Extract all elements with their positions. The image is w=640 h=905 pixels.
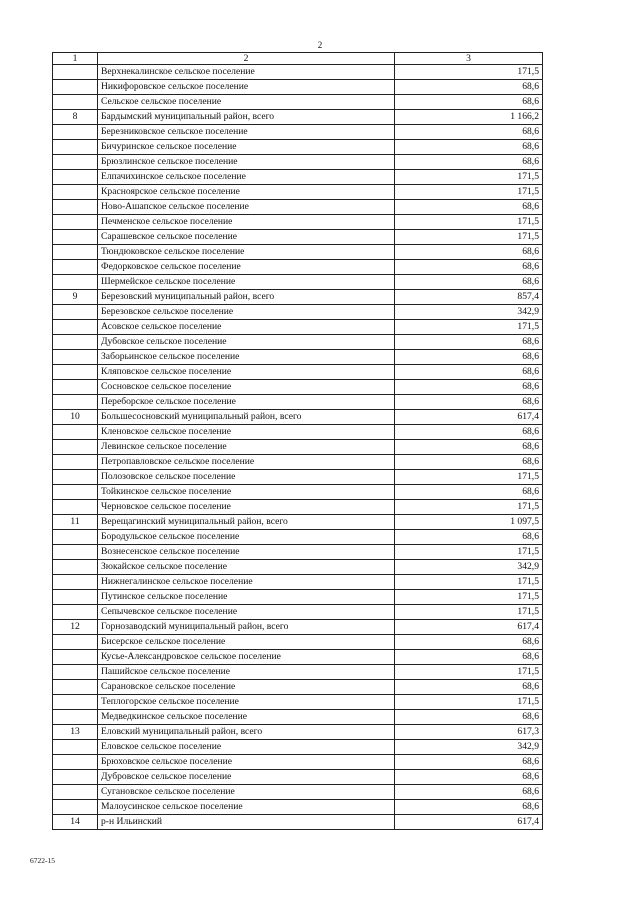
municipality-name: Большесосновский муниципальный район, всего — [98, 410, 395, 425]
amount-value: 857,4 — [395, 290, 543, 305]
table-row — [53, 800, 543, 815]
municipality-name: Дубовское сельское поселение — [98, 335, 395, 350]
row-number — [53, 140, 98, 155]
amount-value: 68,6 — [395, 485, 543, 500]
municipality-name: Федорковское сельское поселение — [98, 260, 395, 275]
amount-value: 171,5 — [395, 470, 543, 485]
row-number — [53, 350, 98, 365]
table-row — [53, 455, 543, 470]
table-row — [53, 65, 543, 80]
municipality-name: Березовский муниципальный район, всего — [98, 290, 395, 305]
amount-value: 68,6 — [395, 365, 543, 380]
table-row — [53, 500, 543, 515]
table-row — [53, 230, 543, 245]
row-number — [53, 665, 98, 680]
table-row — [53, 185, 543, 200]
municipality-name: р-н Ильинский — [98, 815, 395, 830]
row-number — [53, 770, 98, 785]
municipality-name: Сарашевское сельское поселение — [98, 230, 395, 245]
amount-value: 617,4 — [395, 410, 543, 425]
row-number — [53, 65, 98, 80]
amount-value: 171,5 — [395, 605, 543, 620]
table-row — [53, 815, 543, 830]
row-number — [53, 680, 98, 695]
table-row — [53, 545, 543, 560]
table-row — [53, 350, 543, 365]
row-number: 14 — [53, 815, 98, 830]
table-row — [53, 440, 543, 455]
table-row — [53, 260, 543, 275]
row-number — [53, 305, 98, 320]
amount-value: 171,5 — [395, 320, 543, 335]
amount-value: 68,6 — [395, 395, 543, 410]
row-number — [53, 125, 98, 140]
row-number — [53, 365, 98, 380]
municipality-name: Еловский муниципальный район, всего — [98, 725, 395, 740]
amount-value: 617,4 — [395, 620, 543, 635]
table-row — [53, 125, 543, 140]
table-row — [53, 290, 543, 305]
municipality-name: Шермейское сельское поселение — [98, 275, 395, 290]
municipality-name: Бардымский муниципальный район, всего — [98, 110, 395, 125]
municipality-name: Путинское сельское поселение — [98, 590, 395, 605]
row-number — [53, 800, 98, 815]
amount-value: 68,6 — [395, 440, 543, 455]
amount-value: 68,6 — [395, 785, 543, 800]
amount-value: 68,6 — [395, 425, 543, 440]
amount-value: 68,6 — [395, 755, 543, 770]
municipality-name: Березовское сельское поселение — [98, 305, 395, 320]
table-row — [53, 95, 543, 110]
amount-value: 1 166,2 — [395, 110, 543, 125]
row-number — [53, 500, 98, 515]
municipality-name: Ново-Ашапское сельское поселение — [98, 200, 395, 215]
table-row — [53, 320, 543, 335]
table-row — [53, 605, 543, 620]
row-number — [53, 710, 98, 725]
table-row — [53, 560, 543, 575]
document-code: 6722-15 — [30, 856, 55, 865]
amount-value: 68,6 — [395, 245, 543, 260]
row-number — [53, 335, 98, 350]
amount-value: 617,4 — [395, 815, 543, 830]
amount-value: 68,6 — [395, 140, 543, 155]
row-number — [53, 80, 98, 95]
row-number — [53, 95, 98, 110]
municipality-name: Дубровское сельское поселение — [98, 770, 395, 785]
row-number — [53, 230, 98, 245]
amount-value: 68,6 — [395, 650, 543, 665]
municipality-name: Горнозаводский муниципальный район, всего — [98, 620, 395, 635]
amount-value: 68,6 — [395, 455, 543, 470]
row-number — [53, 470, 98, 485]
row-number — [53, 425, 98, 440]
municipality-name: Печменское сельское поселение — [98, 215, 395, 230]
municipality-name: Сепычевское сельское поселение — [98, 605, 395, 620]
municipality-name: Малоусинское сельское поселение — [98, 800, 395, 815]
municipality-name: Березниковское сельское поселение — [98, 125, 395, 140]
municipality-name: Кусье-Александровское сельское поселение — [98, 650, 395, 665]
amount-value: 171,5 — [395, 665, 543, 680]
row-number — [53, 275, 98, 290]
table-row — [53, 590, 543, 605]
row-number — [53, 740, 98, 755]
row-number — [53, 395, 98, 410]
table-row — [53, 785, 543, 800]
municipality-name: Заборьинское сельское поселение — [98, 350, 395, 365]
row-number — [53, 755, 98, 770]
municipality-name: Верещагинский муниципальный район, всего — [98, 515, 395, 530]
table-row — [53, 650, 543, 665]
amount-value: 68,6 — [395, 335, 543, 350]
amount-value: 68,6 — [395, 530, 543, 545]
table-row — [53, 635, 543, 650]
municipality-name: Бисерское сельское поселение — [98, 635, 395, 650]
row-number — [53, 635, 98, 650]
table-row — [53, 305, 543, 320]
municipality-name: Тюндюковское сельское поселение — [98, 245, 395, 260]
amount-value: 68,6 — [395, 275, 543, 290]
table-row — [53, 725, 543, 740]
table-row — [53, 515, 543, 530]
table-row — [53, 245, 543, 260]
row-number — [53, 155, 98, 170]
table-row — [53, 140, 543, 155]
table-row — [53, 110, 543, 125]
row-number — [53, 185, 98, 200]
amount-value: 68,6 — [395, 770, 543, 785]
municipality-name: Кленовское сельское поселение — [98, 425, 395, 440]
table-row — [53, 80, 543, 95]
municipality-name: Брюховское сельское поселение — [98, 755, 395, 770]
table-row — [53, 770, 543, 785]
amount-value: 68,6 — [395, 800, 543, 815]
table-row — [53, 740, 543, 755]
amount-value: 68,6 — [395, 350, 543, 365]
municipality-name: Асовское сельское поселение — [98, 320, 395, 335]
municipality-name: Бичуринское сельское поселение — [98, 140, 395, 155]
municipality-name: Левинское сельское поселение — [98, 440, 395, 455]
amount-value: 171,5 — [395, 500, 543, 515]
amount-value: 617,3 — [395, 725, 543, 740]
row-number — [53, 245, 98, 260]
column-header: 1 — [53, 53, 98, 65]
municipality-name: Зюкайское сельское поселение — [98, 560, 395, 575]
amount-value: 342,9 — [395, 305, 543, 320]
row-number — [53, 545, 98, 560]
amount-value: 68,6 — [395, 200, 543, 215]
amount-value: 68,6 — [395, 635, 543, 650]
municipality-name: Сельское сельское поселение — [98, 95, 395, 110]
amount-value: 68,6 — [395, 260, 543, 275]
table-row — [53, 170, 543, 185]
municipality-name: Тойкинское сельское поселение — [98, 485, 395, 500]
table-row — [53, 710, 543, 725]
table-row — [53, 275, 543, 290]
municipality-name: Черновское сельское поселение — [98, 500, 395, 515]
row-number — [53, 380, 98, 395]
amount-value: 171,5 — [395, 230, 543, 245]
row-number: 11 — [53, 515, 98, 530]
table-row — [53, 680, 543, 695]
row-number: 8 — [53, 110, 98, 125]
amount-value: 68,6 — [395, 380, 543, 395]
row-number: 13 — [53, 725, 98, 740]
table-row — [53, 365, 543, 380]
table-row — [53, 755, 543, 770]
row-number — [53, 575, 98, 590]
municipality-name: Елпачихинское сельское поселение — [98, 170, 395, 185]
amount-value: 171,5 — [395, 575, 543, 590]
amount-value: 68,6 — [395, 80, 543, 95]
municipality-name: Красноярское сельское поселение — [98, 185, 395, 200]
row-number — [53, 485, 98, 500]
municipality-name: Никифоровское сельское поселение — [98, 80, 395, 95]
municipality-name: Переборское сельское поселение — [98, 395, 395, 410]
amount-value: 171,5 — [395, 695, 543, 710]
municipality-name: Теплогорское сельское поселение — [98, 695, 395, 710]
municipality-name: Полозовское сельское поселение — [98, 470, 395, 485]
row-number — [53, 260, 98, 275]
row-number — [53, 215, 98, 230]
amount-value: 68,6 — [395, 95, 543, 110]
municipality-name: Вознесенское сельское поселение — [98, 545, 395, 560]
table-body — [53, 65, 543, 830]
table-row — [53, 485, 543, 500]
row-number — [53, 695, 98, 710]
row-number: 12 — [53, 620, 98, 635]
municipality-name: Нижнегалинское сельское поселение — [98, 575, 395, 590]
table-row — [53, 335, 543, 350]
amount-value: 171,5 — [395, 545, 543, 560]
table-row — [53, 410, 543, 425]
allocation-table — [52, 52, 543, 830]
row-number — [53, 560, 98, 575]
table-row — [53, 620, 543, 635]
row-number — [53, 785, 98, 800]
row-number: 10 — [53, 410, 98, 425]
row-number — [53, 605, 98, 620]
amount-value: 1 097,5 — [395, 515, 543, 530]
amount-value: 68,6 — [395, 125, 543, 140]
municipality-name: Сарановское сельское поселение — [98, 680, 395, 695]
row-number — [53, 440, 98, 455]
amount-value: 68,6 — [395, 710, 543, 725]
municipality-name: Еловское сельское поселение — [98, 740, 395, 755]
row-number — [53, 455, 98, 470]
amount-value: 342,9 — [395, 740, 543, 755]
municipality-name: Бородульское сельское поселение — [98, 530, 395, 545]
amount-value: 342,9 — [395, 560, 543, 575]
table-row — [53, 470, 543, 485]
amount-value: 171,5 — [395, 170, 543, 185]
row-number — [53, 320, 98, 335]
page-number: 2 — [317, 40, 323, 50]
amount-value: 171,5 — [395, 590, 543, 605]
municipality-name: Пашийское сельское поселение — [98, 665, 395, 680]
table-row — [53, 155, 543, 170]
table-row — [53, 425, 543, 440]
table-row — [53, 215, 543, 230]
table-row — [53, 380, 543, 395]
column-header: 2 — [98, 53, 395, 65]
amount-value: 68,6 — [395, 680, 543, 695]
row-number — [53, 530, 98, 545]
municipality-name: Сосновское сельское поселение — [98, 380, 395, 395]
table-row — [53, 530, 543, 545]
row-number — [53, 590, 98, 605]
municipality-name: Медведкинское сельское поселение — [98, 710, 395, 725]
municipality-name: Сугановское сельское поселение — [98, 785, 395, 800]
row-number — [53, 200, 98, 215]
table-row — [53, 395, 543, 410]
municipality-name: Верхнекалинское сельское поселение — [98, 65, 395, 80]
amount-value: 171,5 — [395, 65, 543, 80]
municipality-name: Кляповское сельское поселение — [98, 365, 395, 380]
table-row — [53, 575, 543, 590]
table-header-row — [53, 53, 543, 65]
municipality-name: Брюзлинское сельское поселение — [98, 155, 395, 170]
amount-value: 171,5 — [395, 185, 543, 200]
row-number — [53, 170, 98, 185]
table-row — [53, 665, 543, 680]
amount-value: 171,5 — [395, 215, 543, 230]
municipality-name: Петропавловское сельское поселение — [98, 455, 395, 470]
row-number — [53, 650, 98, 665]
table-row — [53, 200, 543, 215]
column-header: 3 — [395, 53, 543, 65]
table-row — [53, 695, 543, 710]
amount-value: 68,6 — [395, 155, 543, 170]
row-number: 9 — [53, 290, 98, 305]
